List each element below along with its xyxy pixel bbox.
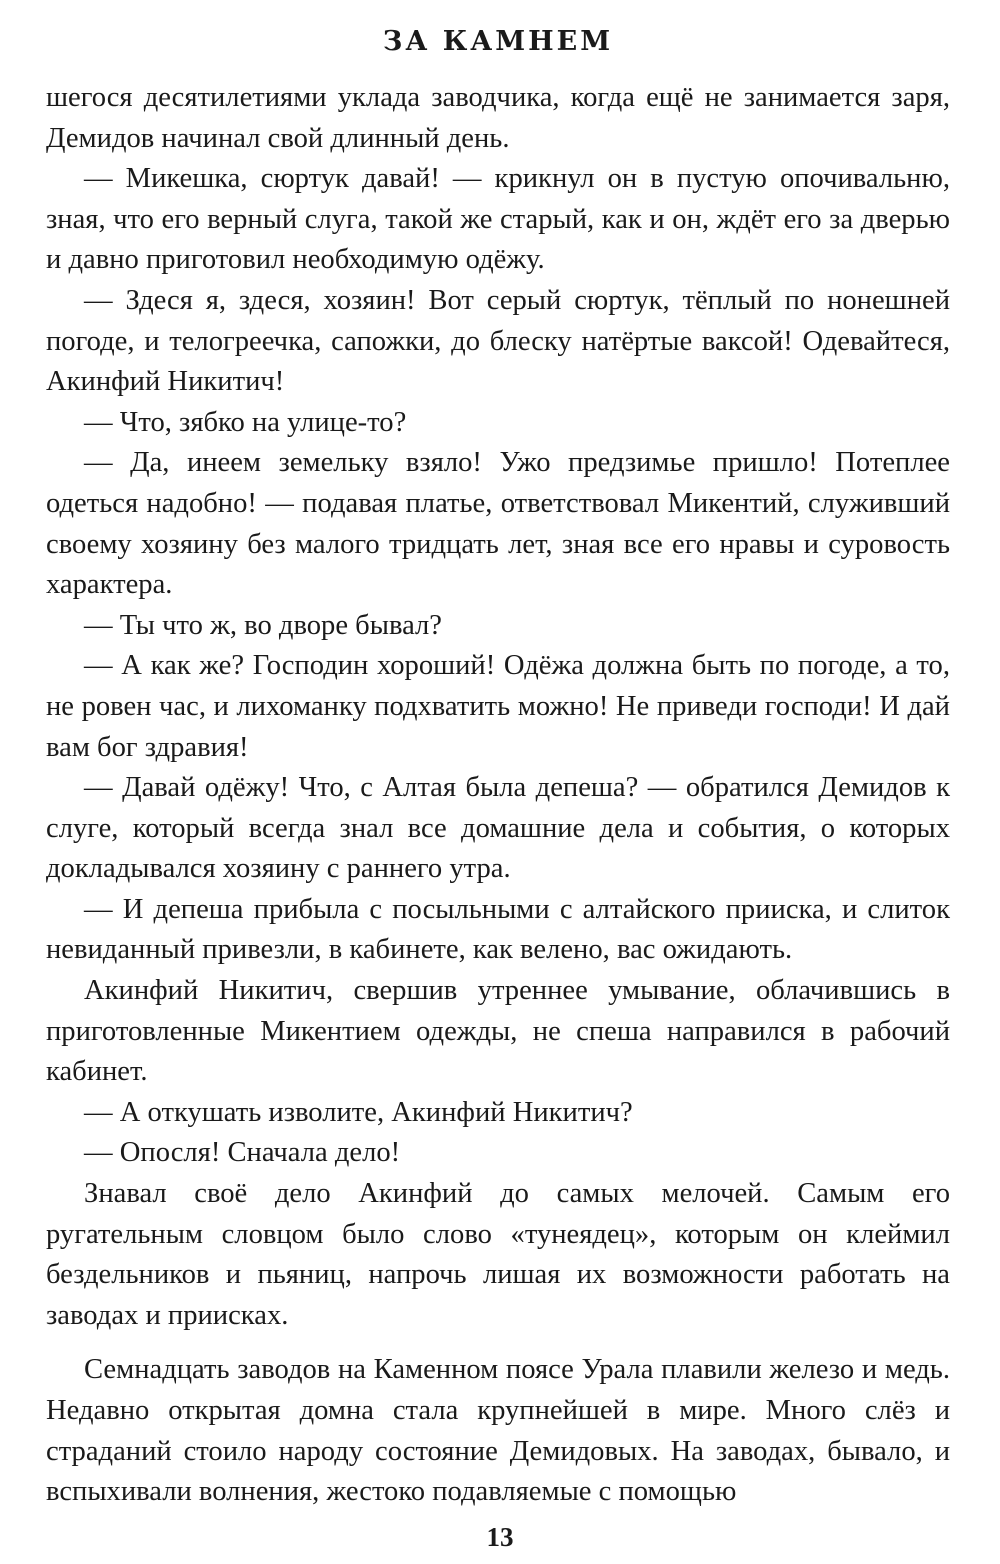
paragraph-2: — Микешка, сюртук давай! — крикнул он в пустую опочивальню, зная, что его верный слуга, такой же старый, как и он, ждёт его за дверью и давно приготовил необходимую одёжу. xyxy=(46,163,950,276)
paragraph-4: — Что, зябко на улице-то? xyxy=(84,406,407,438)
paragraph-14: Семнадцать заводов на Каменном поясе Урала плавили железо и медь. Недавно открытая домна стала крупнейшей в мире. Много слёз и страданий стоило народу состояние Демидовых. На заводах, бывало, и вспыхивали волнения, жестоко подавляемые с помощью xyxy=(46,1354,950,1508)
paragraph-10: Акинфий Никитич, свершив утреннее умывание, облачившись в приготовленные Микентием одежды, не спеша направился в рабочий кабинет. xyxy=(46,975,950,1088)
paragraph-11: — А откушать изволите, Акинфий Никитич? xyxy=(84,1096,633,1128)
paragraph-7: — А как же? Господин хороший! Одёжа должна быть по погоде, а то, не ровен час, и лихоманку подхватить можно! Не приведи господи! И дай вам бог здравия! xyxy=(46,650,950,763)
paragraph-13: Знавал своё дело Акинфий до самых мелочей. Самым его ругательным словцом было слово «тунеядец», которым он клеймил бездельников и пьяниц, напрочь лишая их возможности работать на заводах и приисках. xyxy=(46,1178,950,1331)
paragraph-6: — Ты что ж, во дворе бывал? xyxy=(84,609,442,641)
paragraph-1: шегося десятилетиями уклада заводчика, когда ещё не занимается заря, Демидов начинал свой длинный день. xyxy=(46,82,950,154)
paragraph-8: — Давай одёжу! Что, с Алтая была депеша? — обратился Демидов к слуге, который всегда знал все домашние дела и события, о которых докладывался хозяину с раннего утра. xyxy=(46,772,950,885)
running-head-title: ЗА КАМНЕМ xyxy=(382,26,614,57)
paragraph-12: — Опосля! Сначала дело! xyxy=(84,1137,401,1169)
paragraph-3: — Здеся я, здеся, хозяин! Вот серый сюртук, тёплый по нонешней погоде, и телогреечка, сапожки, до блеску натёртые ваксой! Одевайтеся, Акинфий Никитич! xyxy=(46,284,950,398)
body-text xyxy=(46,78,950,1513)
paragraph-5: — Да, инеем земельку взяло! Ужо предзимье пришло! Потеплее одеться надобно! — подавая платье, ответствовал Микентий, служивший своему хозяину без малого тридцать лет, зная все его нравы и суровость характера. xyxy=(46,447,950,601)
page-number: 13 xyxy=(486,1522,514,1552)
paragraph-9: — И депеша прибыла с посыльными с алтайского прииска, и слиток невиданный привезли, в кабинете, как велено, вас ожидають. xyxy=(46,893,950,966)
